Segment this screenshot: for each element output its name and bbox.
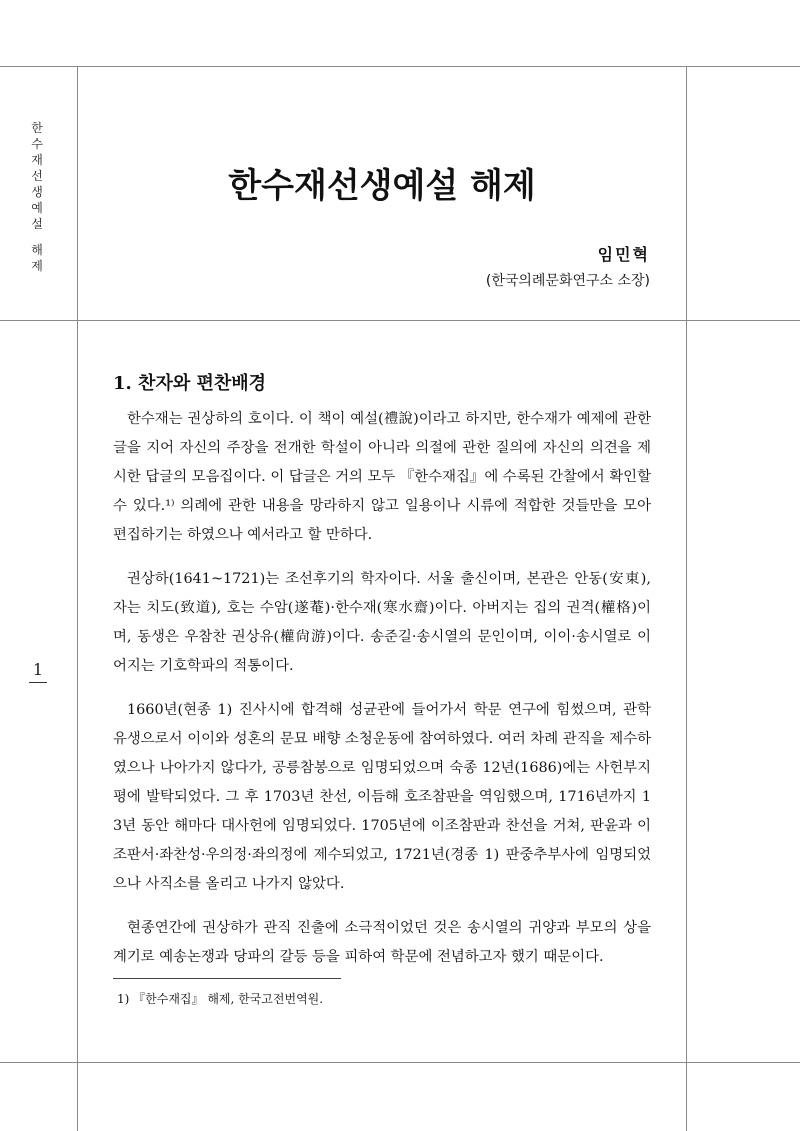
top-rule [0, 66, 800, 67]
running-title-char: 해 [31, 243, 43, 257]
paragraph: 현종연간에 권상하가 관직 진출에 소극적이었던 것은 송시열의 귀양과 부모의 상을 계기로 예송논쟁과 당파의 갈등 등을 피하여 학문에 전념하고자 했기 때문이다. [113, 920, 651, 965]
running-title-char: 제 [31, 259, 43, 273]
document-title: 한수재선생예설 해제 [228, 166, 536, 206]
body-text [113, 405, 651, 987]
page-number-underline [29, 682, 47, 683]
running-title-gap [26, 232, 48, 242]
paragraph: 권상하(1641~1721)는 조선후기의 학자이다. 서울 출신이며, 본관은 안동(安東), 자는 치도(致道), 호는 수암(遂菴)·한수재(寒水齋)이다. 아버지는 집의 권격(權格)이며, 동생은 우참찬 권상유(權尙游)이다. 송준길·송시열의 문인이며, 이이·송시열로 이어지는 기호학파의 적통이다. [113, 571, 651, 674]
bottom-rule [0, 1062, 800, 1063]
section-heading: 1. 찬자와 편찬배경 [113, 373, 267, 394]
running-title-char: 선 [31, 169, 43, 183]
running-title-char: 설 [31, 217, 43, 231]
running-title-char: 생 [31, 185, 43, 199]
running-title-char: 재 [31, 153, 43, 167]
left-margin-line [77, 66, 78, 1131]
header-rule [0, 320, 800, 321]
right-margin-line [686, 66, 687, 1131]
paragraph: 한수재는 권상하의 호이다. 이 책이 예설(禮說)이라고 하지만, 한수재가 예제에 관한 글을 지어 자신의 주장을 전개한 학설이 아니라 의절에 관한 질의에 자신의 의견을 제시한 답글의 모음집이다. 이 답글은 거의 모두 『한수재집』에 수록된 간찰에서 확인할 수 있다.¹⁾ 의례에 관한 내용을 망라하지 않고 일용이나 시류에 적합한 것들만을 모아 편집하기는 하였으나 예서라고 할 만하다. [113, 411, 651, 543]
running-title-char: 수 [31, 137, 43, 151]
running-title-char: 한 [31, 121, 43, 135]
author-affiliation: (한국의례문화연구소 소장) [485, 273, 650, 289]
footnote: 1) 『한수재집』 해제, 한국고전번역원. [117, 992, 324, 1006]
running-title-char: 예 [31, 201, 43, 215]
paragraph: 1660년(현종 1) 진사시에 합격해 성균관에 들어가서 학문 연구에 힘썼으며, 관학 유생으로서 이이와 성혼의 문묘 배향 소청운동에 참여하였다. 여러 차례 관직을 제수하였으나 나아가지 않다가, 공릉참봉으로 임명되었으며 숙종 12년(1686)에는 사헌부지평에 발탁되었다. 그 후 1703년 찬선, 이듬해 호조참판을 역임했으며, 1716년까지 13년 동안 해마다 대사헌에 임명되었다. 1705년에 이조참판과 찬선을 거쳐, 판윤과 이조판서·좌찬성·우의정·좌의정에 제수되었고, 1721년(경종 1) 판중추부사에 임명되었으나 사직소를 올리고 나가지 않았다. [113, 702, 651, 892]
author-name: 임민혁 [597, 245, 650, 264]
running-title [26, 120, 48, 274]
page-number: 1 [32, 660, 44, 679]
footnote-rule [113, 978, 341, 979]
